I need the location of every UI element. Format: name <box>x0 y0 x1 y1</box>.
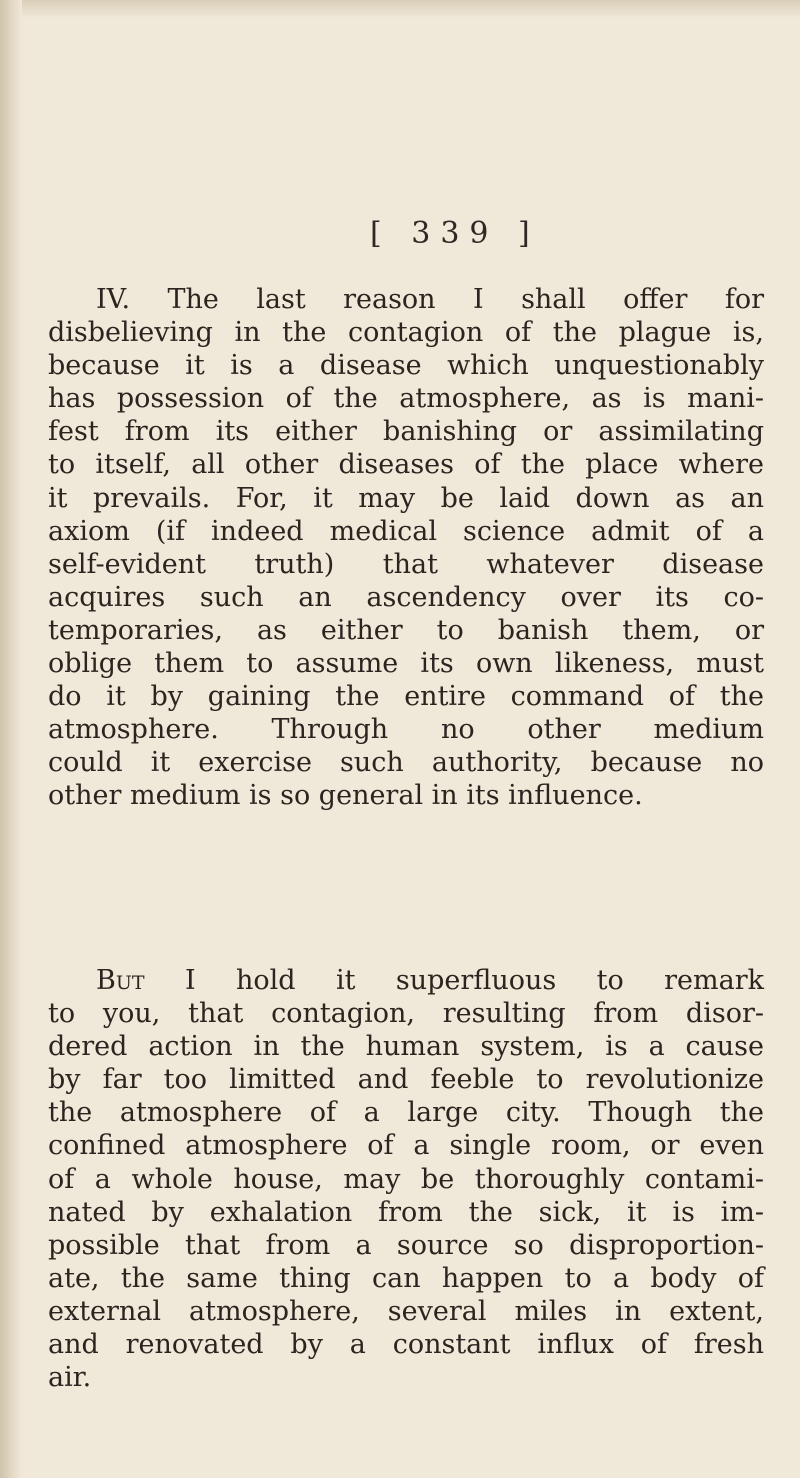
page-top-shadow <box>0 0 800 18</box>
text-line: has possession of the atmosphere, as is mani- <box>48 383 764 415</box>
text-line: self-evident truth) that whatever disease <box>48 548 764 580</box>
text-line: the atmosphere of a large city. Though the <box>48 1097 764 1129</box>
text-line: other medium is so general in its influence. <box>48 780 643 812</box>
text-line: could it exercise such authority, because no <box>48 747 764 779</box>
text-line: do it by gaining the entire command of the <box>48 681 764 713</box>
text-line: nated by exhalation from the sick, it is im- <box>48 1196 764 1228</box>
text-line: axiom (if indeed medical science admit of a <box>48 515 764 547</box>
text-line: IV. The last reason I shall offer for <box>96 284 764 315</box>
paragraph-contagion-remark <box>48 964 764 1394</box>
paragraph-reason-four <box>48 283 764 813</box>
text-line: and renovated by a constant influx of fresh <box>48 1329 764 1361</box>
text-line-first <box>48 964 764 997</box>
text-line: confined atmosphere of a single room, or even <box>48 1130 764 1162</box>
lead-line-rest: I hold it superfluous to remark <box>144 965 764 996</box>
page-number: [ 339 ] <box>370 216 540 251</box>
text-line: dered action in the human system, is a cause <box>48 1031 764 1063</box>
text-line: disbelieving in the contagion of the plague is, <box>48 317 764 349</box>
text-line: to you, that contagion, resulting from disor- <box>48 998 764 1030</box>
text-line: of a whole house, may be thoroughly contami- <box>48 1163 764 1195</box>
text-line: fest from its either banishing or assimilating <box>48 416 764 448</box>
text-line: ate, the same thing can happen to a body of <box>48 1262 764 1294</box>
text-line: to itself, all other diseases of the place where <box>48 449 764 481</box>
text-line: external atmosphere, several miles in extent, <box>48 1295 764 1327</box>
text-line: oblige them to assume its own likeness, must <box>48 648 764 680</box>
text-line: atmosphere. Through no other medium <box>48 714 764 746</box>
text-line: possible that from a source so disproportion- <box>48 1229 764 1261</box>
text-line: it prevails. For, it may be laid down as an <box>48 482 764 514</box>
lead-word: But <box>96 965 145 996</box>
text-line: by far too limitted and feeble to revolutionize <box>48 1064 764 1096</box>
page-binding-edge <box>0 0 22 1478</box>
text-line: acquires such an ascendency over its co- <box>48 581 764 613</box>
text-line: air. <box>48 1362 92 1394</box>
text-line: because it is a disease which unquestionably <box>48 350 764 382</box>
text-line: temporaries, as either to banish them, or <box>48 614 764 646</box>
